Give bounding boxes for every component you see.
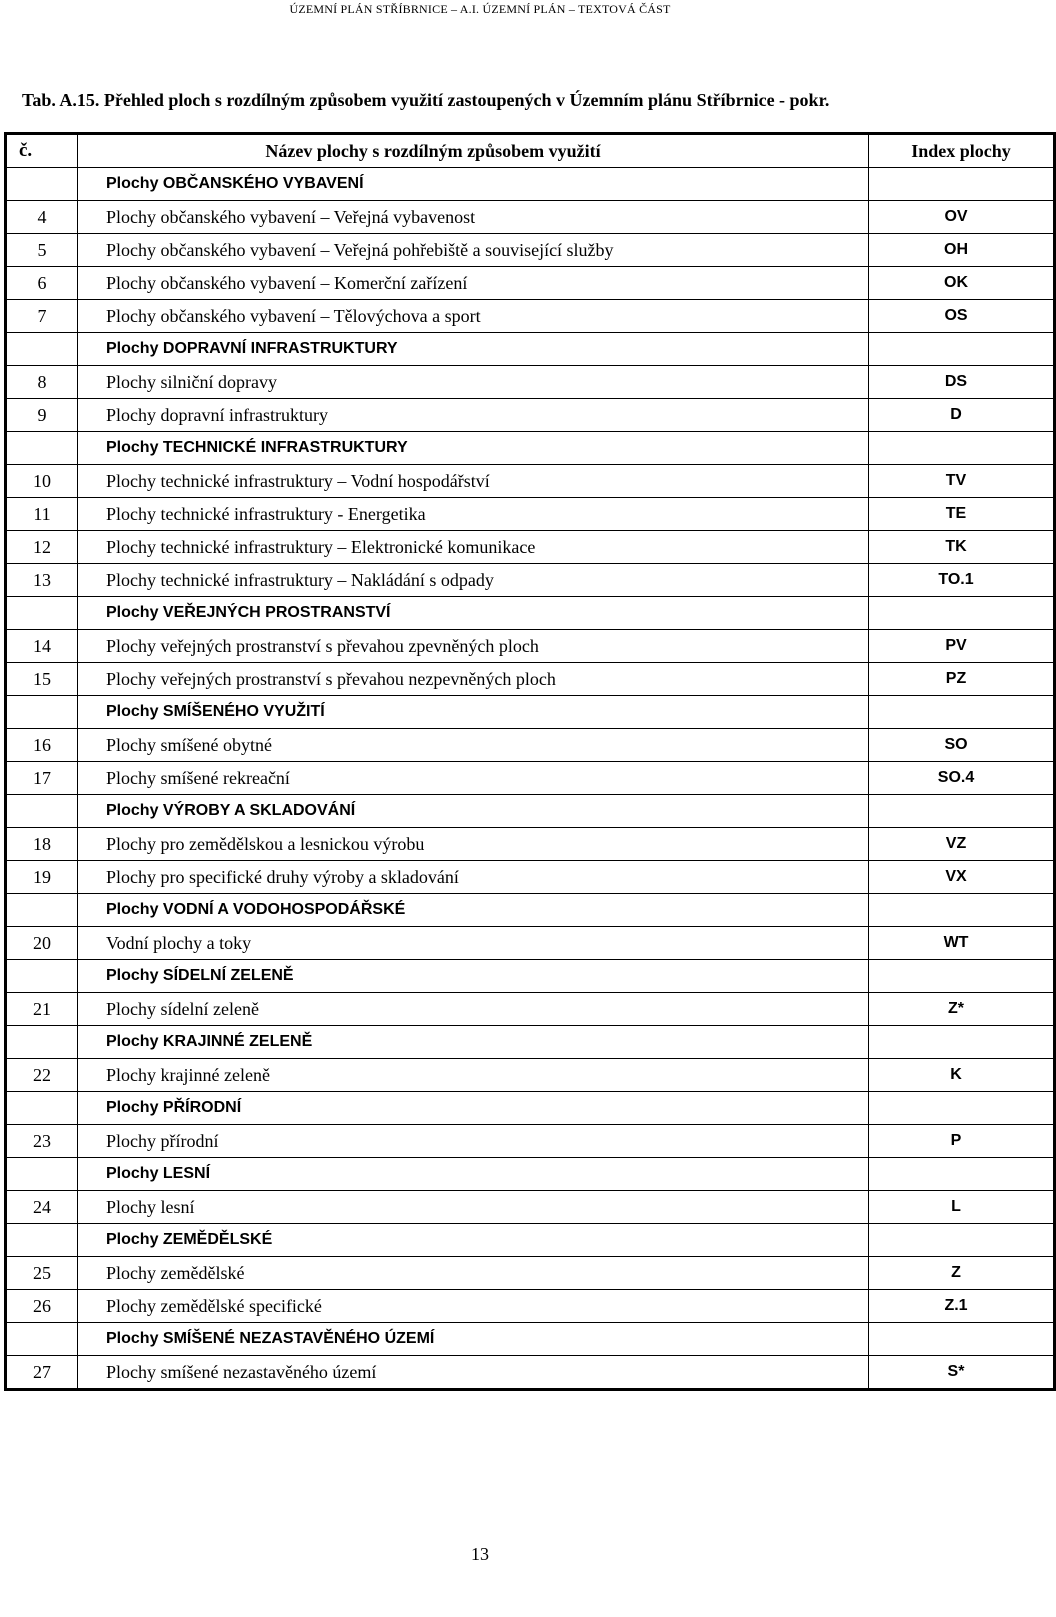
row-number xyxy=(6,597,78,630)
row-number xyxy=(6,960,78,993)
row-number: 9 xyxy=(6,399,78,432)
row-number xyxy=(6,795,78,828)
table-row xyxy=(6,729,1055,762)
column-header-number: č. xyxy=(6,134,78,168)
row-number: 20 xyxy=(6,927,78,960)
row-name: Plochy krajinné zeleně xyxy=(78,1059,869,1092)
row-number: 11 xyxy=(6,498,78,531)
table-row xyxy=(6,267,1055,300)
row-index: PV xyxy=(869,630,1055,663)
row-number: 18 xyxy=(6,828,78,861)
row-index: WT xyxy=(869,927,1055,960)
row-number xyxy=(6,894,78,927)
group-name: Plochy VEŘEJNÝCH PROSTRANSTVÍ xyxy=(78,597,869,630)
row-number: 6 xyxy=(6,267,78,300)
row-index: P xyxy=(869,1125,1055,1158)
table-row xyxy=(6,861,1055,894)
table-row xyxy=(6,927,1055,960)
table-row xyxy=(6,531,1055,564)
table-row xyxy=(6,366,1055,399)
table-group-row xyxy=(6,1323,1055,1356)
table-row xyxy=(6,1290,1055,1323)
row-number: 14 xyxy=(6,630,78,663)
table-row xyxy=(6,300,1055,333)
row-index: PZ xyxy=(869,663,1055,696)
row-name: Plochy veřejných prostranství s převahou zpevněných ploch xyxy=(78,630,869,663)
row-number xyxy=(6,1224,78,1257)
row-name: Plochy lesní xyxy=(78,1191,869,1224)
table-row xyxy=(6,1125,1055,1158)
group-name: Plochy VODNÍ A VODOHOSPODÁŘSKÉ xyxy=(78,894,869,927)
group-name: Plochy TECHNICKÉ INFRASTRUKTURY xyxy=(78,432,869,465)
row-number: 12 xyxy=(6,531,78,564)
row-number xyxy=(6,1092,78,1125)
group-name: Plochy SMÍŠENÉ NEZASTAVĚNÉHO ÚZEMÍ xyxy=(78,1323,869,1356)
row-name: Plochy zemědělské specifické xyxy=(78,1290,869,1323)
row-index xyxy=(869,1092,1055,1125)
table-row xyxy=(6,1257,1055,1290)
table-row xyxy=(6,762,1055,795)
row-name: Plochy občanského vybavení – Tělovýchova a sport xyxy=(78,300,869,333)
row-index xyxy=(869,1323,1055,1356)
row-name: Plochy zemědělské xyxy=(78,1257,869,1290)
row-name: Plochy dopravní infrastruktury xyxy=(78,399,869,432)
row-index: VX xyxy=(869,861,1055,894)
row-number: 19 xyxy=(6,861,78,894)
row-name: Plochy technické infrastruktury - Energetika xyxy=(78,498,869,531)
group-name: Plochy SMÍŠENÉHO VYUŽITÍ xyxy=(78,696,869,729)
row-index: S* xyxy=(869,1356,1055,1390)
row-name: Plochy smíšené obytné xyxy=(78,729,869,762)
group-name: Plochy VÝROBY A SKLADOVÁNÍ xyxy=(78,795,869,828)
table-row xyxy=(6,993,1055,1026)
row-number xyxy=(6,432,78,465)
row-number xyxy=(6,696,78,729)
table-body xyxy=(6,134,1055,1390)
table-group-row xyxy=(6,597,1055,630)
row-index xyxy=(869,894,1055,927)
row-number: 13 xyxy=(6,564,78,597)
row-index: OK xyxy=(869,267,1055,300)
row-name: Plochy občanského vybavení – Veřejná pohřebiště a související služby xyxy=(78,234,869,267)
table-group-row xyxy=(6,1026,1055,1059)
group-name: Plochy LESNÍ xyxy=(78,1158,869,1191)
table-row xyxy=(6,828,1055,861)
table-row xyxy=(6,498,1055,531)
row-number: 5 xyxy=(6,234,78,267)
row-number: 25 xyxy=(6,1257,78,1290)
table-group-row xyxy=(6,333,1055,366)
row-index: DS xyxy=(869,366,1055,399)
group-name: Plochy ZEMĚDĚLSKÉ xyxy=(78,1224,869,1257)
table-group-row xyxy=(6,1158,1055,1191)
row-index: Z.1 xyxy=(869,1290,1055,1323)
row-name: Plochy pro specifické druhy výroby a skladování xyxy=(78,861,869,894)
row-name: Plochy sídelní zeleně xyxy=(78,993,869,1026)
row-index: Z* xyxy=(869,993,1055,1026)
row-index: Z xyxy=(869,1257,1055,1290)
row-name: Plochy pro zemědělskou a lesnickou výrobu xyxy=(78,828,869,861)
row-number: 7 xyxy=(6,300,78,333)
table-row xyxy=(6,1191,1055,1224)
row-number xyxy=(6,1323,78,1356)
row-index: SO xyxy=(869,729,1055,762)
table-group-row xyxy=(6,432,1055,465)
table-row xyxy=(6,201,1055,234)
table-group-row xyxy=(6,168,1055,201)
group-name: Plochy DOPRAVNÍ INFRASTRUKTURY xyxy=(78,333,869,366)
row-index: TO.1 xyxy=(869,564,1055,597)
row-index xyxy=(869,960,1055,993)
group-name: Plochy SÍDELNÍ ZELENĚ xyxy=(78,960,869,993)
row-index: D xyxy=(869,399,1055,432)
row-index xyxy=(869,1224,1055,1257)
page-number: 13 xyxy=(471,1544,489,1564)
row-index xyxy=(869,168,1055,201)
group-name: Plochy PŘÍRODNÍ xyxy=(78,1092,869,1125)
row-name: Plochy občanského vybavení – Komerční zařízení xyxy=(78,267,869,300)
row-number: 10 xyxy=(6,465,78,498)
row-index: TK xyxy=(869,531,1055,564)
table-row xyxy=(6,465,1055,498)
table-group-row xyxy=(6,1224,1055,1257)
land-use-table xyxy=(4,132,1056,1391)
table-group-row xyxy=(6,795,1055,828)
group-name: Plochy OBČANSKÉHO VYBAVENÍ xyxy=(78,168,869,201)
table-row xyxy=(6,1356,1055,1390)
row-index xyxy=(869,597,1055,630)
table-group-row xyxy=(6,894,1055,927)
row-index: OV xyxy=(869,201,1055,234)
row-number: 22 xyxy=(6,1059,78,1092)
table-group-row xyxy=(6,696,1055,729)
row-index xyxy=(869,1026,1055,1059)
row-name: Plochy smíšené rekreační xyxy=(78,762,869,795)
row-name: Plochy smíšené nezastavěného území xyxy=(78,1356,869,1390)
row-name: Plochy občanského vybavení – Veřejná vybavenost xyxy=(78,201,869,234)
row-name: Plochy technické infrastruktury – Vodní hospodářství xyxy=(78,465,869,498)
row-name: Plochy silniční dopravy xyxy=(78,366,869,399)
row-number: 16 xyxy=(6,729,78,762)
row-name: Plochy technické infrastruktury – Elektronické komunikace xyxy=(78,531,869,564)
row-index xyxy=(869,333,1055,366)
row-index: VZ xyxy=(869,828,1055,861)
column-header-index: Index plochy xyxy=(869,134,1055,168)
row-number: 4 xyxy=(6,201,78,234)
row-index: SO.4 xyxy=(869,762,1055,795)
row-number: 15 xyxy=(6,663,78,696)
table-group-row xyxy=(6,1092,1055,1125)
table-row xyxy=(6,630,1055,663)
row-index xyxy=(869,795,1055,828)
row-number: 21 xyxy=(6,993,78,1026)
column-header-name: Název plochy s rozdílným způsobem využití xyxy=(78,134,869,168)
row-number xyxy=(6,1158,78,1191)
row-index: L xyxy=(869,1191,1055,1224)
table-row xyxy=(6,399,1055,432)
row-index: OH xyxy=(869,234,1055,267)
row-index xyxy=(869,696,1055,729)
table-row xyxy=(6,564,1055,597)
row-name: Plochy veřejných prostranství s převahou nezpevněných ploch xyxy=(78,663,869,696)
table-group-row xyxy=(6,960,1055,993)
table-row xyxy=(6,1059,1055,1092)
row-number: 8 xyxy=(6,366,78,399)
row-number: 24 xyxy=(6,1191,78,1224)
row-name: Plochy přírodní xyxy=(78,1125,869,1158)
table-header-row xyxy=(6,134,1055,168)
row-name: Vodní plochy a toky xyxy=(78,927,869,960)
row-number xyxy=(6,333,78,366)
row-number: 23 xyxy=(6,1125,78,1158)
row-number: 17 xyxy=(6,762,78,795)
row-index: TE xyxy=(869,498,1055,531)
running-header: ÚZEMNÍ PLÁN STŘÍBRNICE – A.I. ÚZEMNÍ PLÁN – TEXTOVÁ ČÁST xyxy=(289,2,671,16)
row-index xyxy=(869,1158,1055,1191)
row-index xyxy=(869,432,1055,465)
row-number: 26 xyxy=(6,1290,78,1323)
row-index: K xyxy=(869,1059,1055,1092)
row-number xyxy=(6,1026,78,1059)
row-number: 27 xyxy=(6,1356,78,1390)
row-number xyxy=(6,168,78,201)
row-name: Plochy technické infrastruktury – Nakládání s odpady xyxy=(78,564,869,597)
table-caption: Tab. A.15. Přehled ploch s rozdílným způsobem využití zastoupených v Územním plánu Stříbrnice - pokr. xyxy=(22,90,830,110)
row-index: TV xyxy=(869,465,1055,498)
table-row xyxy=(6,663,1055,696)
row-index: OS xyxy=(869,300,1055,333)
table-row xyxy=(6,234,1055,267)
group-name: Plochy KRAJINNÉ ZELENĚ xyxy=(78,1026,869,1059)
